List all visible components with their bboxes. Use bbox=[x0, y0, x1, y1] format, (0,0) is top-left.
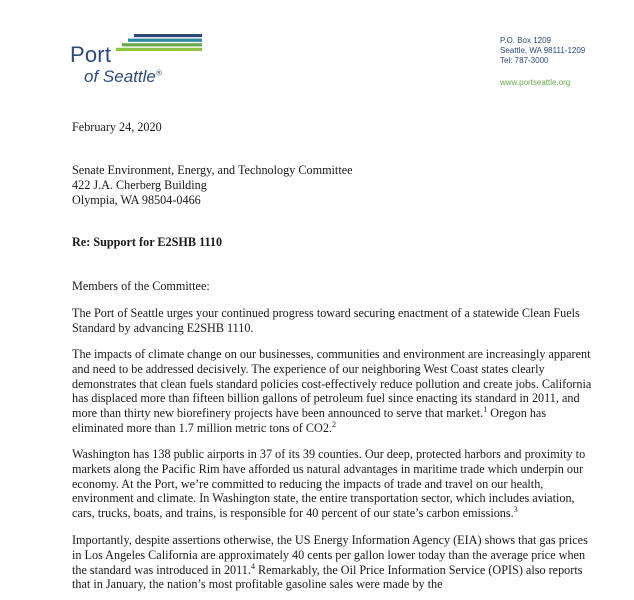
paragraph-1: The Port of Seattle urges your continued progress toward securing enactment of a statewide Clean Fuels Standard by advancing E2SHB 1110. bbox=[72, 306, 580, 335]
city-line: Seattle, WA 98111-1209 bbox=[500, 46, 586, 55]
paragraph-2: The impacts of climate change on our businesses, communities and environment are increasingly apparent and need to be addressed decisively. The experience of our neighboring West Coast states clearly demonstrates that clean fuels standard policies cost-effectively reduce pollution and create jobs. California has displaced more than fifteen billion gallons of petroleum fuel since enacting its standard in 2011, and more than thirty new biorefinery projects have been announced to serve that market.$^1$ Oregon has eliminated more than 1.7 million metric tons of CO2.$^2$ bbox=[72, 347, 592, 435]
port-of-seattle-logo bbox=[70, 34, 200, 94]
subject-line: Re: Support for E2SHB 1110 bbox=[72, 235, 223, 249]
logo-text-seattle: of Seattle® bbox=[84, 67, 162, 86]
salutation: Members of the Committee: bbox=[72, 279, 210, 293]
contact-block bbox=[500, 36, 585, 88]
logo-stripes-icon bbox=[116, 34, 202, 56]
footnote-2[interactable]: 2 bbox=[331, 419, 336, 429]
letter-date: February 24, 2020 bbox=[72, 120, 162, 134]
logo-text-port: Port bbox=[70, 42, 112, 67]
footnote-4[interactable]: 4 bbox=[250, 561, 255, 571]
recipient-address bbox=[72, 163, 592, 207]
telephone: Tel: 787-3000 bbox=[500, 56, 549, 65]
po-box: P.O. Box 1209 bbox=[500, 36, 551, 45]
footnote-3[interactable]: 3 bbox=[513, 505, 518, 515]
paragraph-3: Washington has 138 public airports in 37 of its 39 counties. Our deep, protected harbors and proximity to markets along the Pacific Rim have afforded us natural advantages in maritime trade which underpin our economy. At the Port, we’re committed to reducing the impacts of trade and travel on our health, environment and climate. In Washington state, the entire transportation sector, which includes aviation, cars, trucks, boats, and trains, is responsible for 40 percent of our state’s carbon emissions.$^3$ bbox=[72, 447, 586, 521]
recipient-line-2: 422 J.A. Cherberg Building bbox=[72, 177, 207, 192]
recipient-line-3: Olympia, WA 98504-0466 bbox=[72, 192, 201, 207]
recipient-line-1: Senate Environment, Energy, and Technology Committee bbox=[72, 163, 353, 177]
paragraph-4: Importantly, despite assertions otherwise, the US Energy Information Agency (EIA) shows that gas prices in Los Angeles California are approximately 40 cents per gallon lower today than the average price when the standard was introduced in 2011.$^4$ Remarkably, the Oil Price Information Service (OPIS) also reports that in January, the nation’s most profitable gasoline sales were made by the bbox=[72, 533, 588, 592]
registered-mark: ® bbox=[155, 68, 162, 78]
website-link[interactable]: www.portseattle.org bbox=[500, 78, 571, 87]
footnote-1[interactable]: 1 bbox=[483, 405, 488, 415]
